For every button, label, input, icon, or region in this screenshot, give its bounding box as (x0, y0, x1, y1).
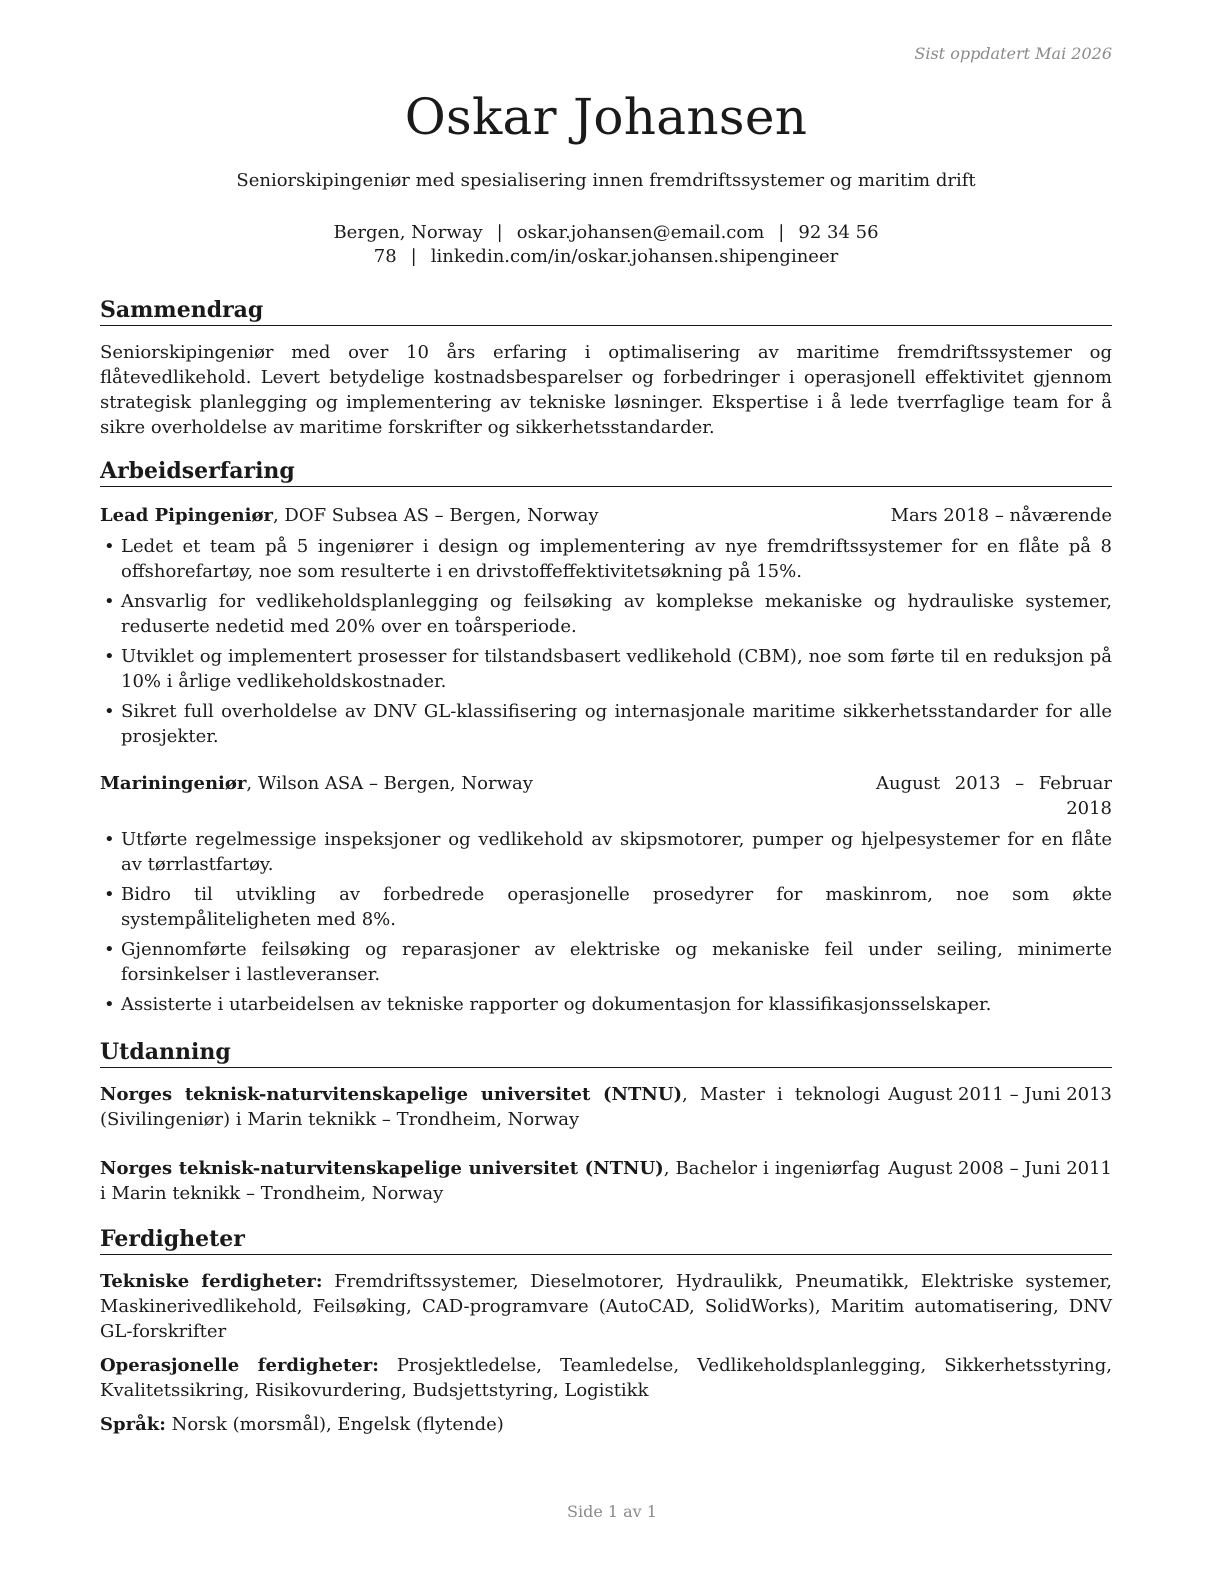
job-dates: Mars 2018 – nåværende (890, 505, 1112, 526)
contact-line (100, 221, 1112, 269)
skill-text: Norsk (morsmål), Engelsk (flytende) (165, 1414, 504, 1435)
contact-phone: 92 34 56 78 (373, 222, 879, 267)
skill-label: Operasjonelle ferdigheter: (100, 1355, 379, 1376)
education-item (100, 1156, 1112, 1206)
bullet-icon: • (104, 591, 115, 612)
contact-location: Bergen, Norway (333, 222, 483, 243)
bullet-icon: • (104, 701, 115, 722)
education-school: Norges teknisk-naturvitenskapelige universitet (NTNU) (100, 1084, 683, 1105)
list-item: • Utførte regelmessige inspeksjoner og vedlikehold av skipsmotorer, pumper og hjelpesystemer for en flåte av tørrlastfartøy. (104, 829, 1112, 875)
job-role: Mariningeniør (100, 773, 247, 794)
contact-linkedin[interactable]: linkedin.com/in/oskar.johansen.shipengineer (430, 246, 839, 267)
section-title-experience: Arbeidserfaring (100, 456, 1112, 487)
job-bullets (100, 827, 1112, 1017)
education-item (100, 1082, 1112, 1132)
skill-label: Tekniske ferdigheter: (100, 1271, 323, 1292)
job-company: , DOF Subsea AS – Bergen, Norway (272, 505, 599, 526)
contact-email[interactable]: oskar.johansen@email.com (516, 222, 765, 243)
bullet-icon: • (104, 939, 115, 960)
bullet-icon: • (104, 884, 115, 905)
education-detail: , Bachelor i ingeniørfag i Marin teknikk – Trondheim, Norway (100, 1158, 880, 1204)
job-company: , Wilson ASA – Bergen, Norway (246, 773, 533, 794)
section-title-education: Utdanning (100, 1037, 1112, 1068)
page-number: Side 1 av 1 (567, 1502, 657, 1521)
list-item: • Utviklet og implementert prosesser for tilstandsbasert vedlikehold (CBM), noe som førte til en reduksjon på 10% i årlige vedlikeholdskostnader. (104, 646, 1112, 692)
skill-text: Prosjektledelse, Teamledelse, Vedlikeholdsplanlegging, Sikkerhetsstyring, Kvalitetssikring, Risikovurdering, Budsjettstyring, Logistikk (100, 1355, 1112, 1401)
skill-group (100, 1412, 1112, 1437)
list-item: • Gjennomførte feilsøking og reparasjoner av elektriske og mekaniske feil under seiling, minimerte forsinkelser i lastleveranser. (104, 939, 1112, 985)
section-title-summary: Sammendrag (100, 295, 1112, 326)
skill-group (100, 1269, 1112, 1344)
contact-separator: | (778, 222, 785, 243)
summary-text: Seniorskipingeniør med over 10 års erfaring i optimalisering av maritime fremdriftssystemer og flåtevedlikehold. Levert betydelige kostnadsbesparelser og forbedringer i operasjonell effektivitet gjennom strategisk planlegging og implementering av tekniske løsninger. Ekspertise i å lede tverrfaglige team for å sikre overholdelse av maritime forskrifter og sikkerhetsstandarder. (100, 342, 1112, 438)
skill-label: Språk: (100, 1414, 166, 1435)
list-item: • Bidro til utvikling av forbedrede operasjonelle prosedyrer for maskinrom, noe som økte systempåliteligheten med 8%. (104, 884, 1112, 930)
job-dates: August 2013 – Februar 2018 (876, 773, 1112, 819)
candidate-name: Oskar Johansen (404, 88, 808, 146)
education-school: Norges teknisk-naturvitenskapelige universitet (NTNU) (100, 1158, 664, 1179)
list-item: • Ansvarlig for vedlikeholdsplanlegging og feilsøking av komplekse mekaniske og hydrauliske systemer, reduserte nedetid med 20% over en toårsperiode. (104, 591, 1112, 637)
contact-separator: | (496, 222, 503, 243)
section-title-skills: Ferdigheter (100, 1224, 1112, 1255)
education-dates: August 2008 – Juni 2011 (888, 1158, 1112, 1179)
job-bullets (100, 534, 1112, 749)
job-header (100, 771, 1112, 821)
skill-text: Fremdriftssystemer, Dieselmotorer, Hydraulikk, Pneumatikk, Elektriske systemer, Maskinerivedlikehold, Feilsøking, CAD-programvare (AutoCAD, SolidWorks), Maritim automatisering, DNV GL-forskrifter (100, 1271, 1112, 1342)
resume-page (100, 0, 1112, 1437)
list-item: • Assisterte i utarbeidelsen av tekniske rapporter og dokumentasjon for klassifikasjonsselskaper. (104, 994, 992, 1015)
bullet-icon: • (104, 994, 115, 1015)
tagline: Seniorskipingeniør med spesialisering innen fremdriftssystemer og maritim drift (236, 170, 976, 191)
bullet-icon: • (104, 536, 115, 557)
bullet-icon: • (104, 646, 115, 667)
job-role: Lead Pipingeniør (100, 505, 273, 526)
skill-group (100, 1353, 1112, 1403)
job-header (100, 503, 1112, 528)
list-item: • Sikret full overholdelse av DNV GL-klassifisering og internasjonale maritime sikkerhetsstandarder for alle prosjekter. (104, 701, 1112, 747)
contact-separator: | (410, 246, 417, 267)
last-updated: Sist oppdatert Mai 2026 (914, 44, 1112, 63)
list-item: • Ledet et team på 5 ingeniører i design og implementering av nye fremdriftssystemer for en flåte på 8 offshorefartøy, noe som resulterte i en drivstoffeffektivitetsøkning på 15%. (104, 536, 1112, 582)
education-dates: August 2011 – Juni 2013 (888, 1084, 1112, 1105)
bullet-icon: • (104, 829, 115, 850)
education-detail: , Master i teknologi (Sivilingeniør) i Marin teknikk – Trondheim, Norway (100, 1084, 880, 1130)
